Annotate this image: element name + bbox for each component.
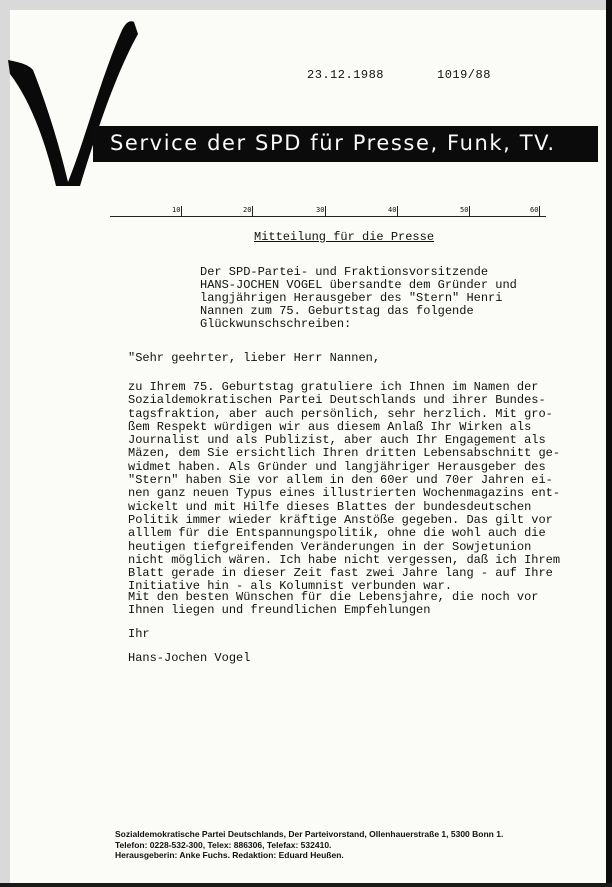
ruler-tick: 40 (388, 206, 397, 214)
body-line: widmet haben. Als Gründer und langjähriger Herausgeber des (128, 459, 546, 474)
page-footer (115, 829, 503, 861)
body-line: Blatt gerade in dieser Zeit fast zwei Jahre lang - auf Ihre (128, 566, 553, 581)
footer-line: Telefon: 0228-532-300, Telex: 886306, Telefax: 532410. (115, 839, 332, 850)
ruler-tick: 50 (460, 206, 469, 214)
letter-valediction: Ihr (128, 627, 150, 641)
body-line: Initiative hin - als Kolumnist verbunden war. (128, 579, 453, 594)
letter-body (128, 381, 560, 594)
closing-line: Mit den besten Wünschen für die Lebensjahre, die noch vor (128, 590, 539, 604)
ruler-tick: 60 (530, 206, 539, 214)
intro-line: HANS-JOCHEN VOGEL übersandte dem Gründer und (200, 277, 517, 292)
document-heading: Mitteilung für die Presse (254, 230, 435, 244)
body-line: tagsfraktion, aber auch persönlich, sehr herzlich. Mit gro- (128, 406, 553, 421)
typewriter-ruler (110, 206, 546, 218)
body-line: zu Ihrem 75. Geburtstag gratuliere ich Ihnen im Namen der (128, 380, 539, 394)
intro-line: Der SPD-Partei- und Fraktionsvorsitzende (200, 265, 489, 279)
body-line: nicht möglich wären. Ich habe nicht vergessen, daß ich Ihrem (128, 552, 561, 567)
closing-line: Ihnen liegen und freundlichen Empfehlungen (128, 603, 431, 618)
intro-line: langjährigen Herausgeber des "Stern" Henri (200, 290, 503, 305)
body-line: nen ganz neuen Typus eines illustrierten Wochenmagazins ent- (128, 486, 561, 501)
body-line: "Stern" haben Sie vor allem in den 60er und 70er Jahren ei- (128, 473, 553, 488)
body-line: heutigen tiefgreifenden Veränderungen in der Sowjetunion (128, 539, 532, 554)
intro-paragraph (200, 266, 517, 331)
body-line: alllem für die Entspannungspolitik, ohne die wohl auch die (128, 526, 546, 541)
letter-salutation: "Sehr geehrter, lieber Herr Nannen, (128, 351, 381, 365)
letter-closing (128, 591, 538, 618)
ruler-tick: 30 (316, 206, 325, 214)
scan-edge-bottom (0, 883, 612, 887)
ruler-tick: 10 (172, 206, 181, 214)
ruler-tick: 20 (243, 206, 252, 214)
body-line: wickelt und mit Hilfe dieses Blattes der bundesdeutschen (128, 499, 532, 514)
body-line: Journalist und als Publizist, aber auch Ihr Engagement als (128, 433, 546, 448)
intro-line: Glückwunschschreiben: (200, 316, 352, 331)
ruler-line (110, 216, 546, 217)
intro-line: Nannen zum 75. Geburtstag das folgende (200, 303, 474, 318)
scan-edge-right (606, 0, 612, 887)
footer-line: Sozialdemokratische Partei Deutschlands, Der Parteivorstand, Ollenhauerstraße 1, 5300 Bonn 1. (115, 829, 504, 839)
footer-line: Herausgeberin: Anke Fuchs. Redaktion: Eduard Heußen. (115, 850, 344, 860)
letter-signature: Hans-Jochen Vogel (128, 651, 251, 665)
v-logo-icon (0, 0, 150, 200)
body-line: Mäzen, dem Sie ersichtlich Ihren dritten Lebensabschnitt ge- (128, 446, 561, 461)
body-line: Politik immer wieder kräftige Anstöße gegeben. Das gilt vor (128, 512, 553, 527)
body-line: ßem Respekt würdigen wir aus diesem Anlaß Ihr Wirken als (128, 419, 532, 434)
banner-title: Service der SPD für Presse, Funk, TV. (110, 131, 556, 155)
body-line: Sozialdemokratischen Partei Deutschlands und ihrer Bundes- (128, 393, 546, 408)
issue-date: 23.12.1988 (307, 68, 385, 82)
issue-number: 1019/88 (437, 68, 491, 82)
